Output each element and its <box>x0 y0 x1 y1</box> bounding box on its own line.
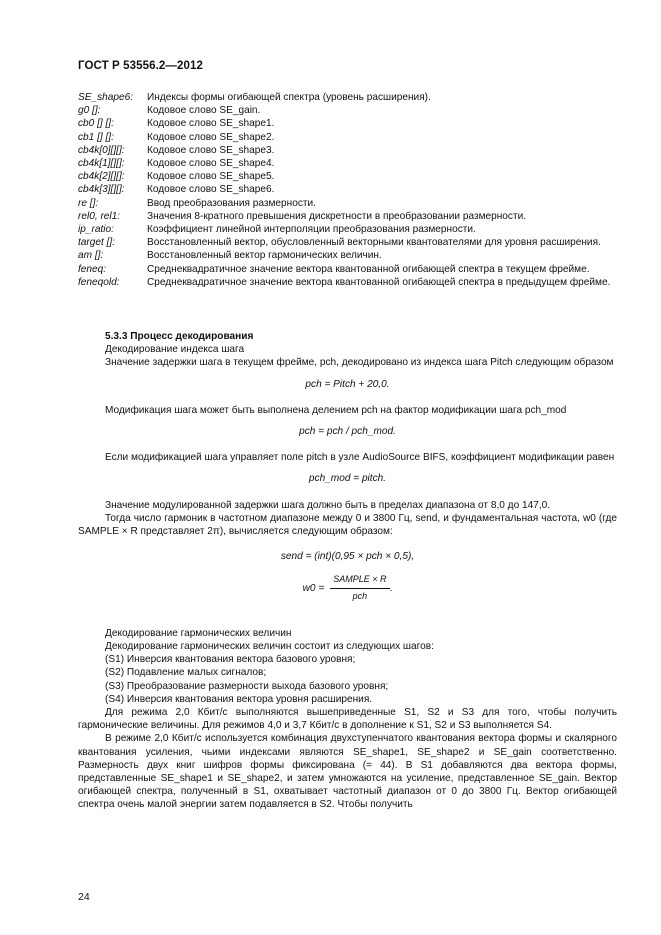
definition-term: cb4k[2][][]: <box>78 171 125 183</box>
definition-row <box>78 249 618 262</box>
definition-term: cb4k[3][][]: <box>78 184 125 196</box>
fraction-tail: . <box>389 582 393 594</box>
definition-row <box>78 157 618 170</box>
definition-row <box>78 263 618 276</box>
definition-desc: Кодовое слово SE_gain. <box>147 105 261 117</box>
definition-desc: Кодовое слово SE_shape3. <box>147 144 275 156</box>
definition-term: cb4k[0][][]: <box>78 144 125 156</box>
section-body <box>78 330 617 812</box>
definition-desc: Среднеквадратичное значение вектора квантованной огибающей спектра в предыдущем фрейме. <box>147 276 611 288</box>
equation: pch_mod = pitch. <box>308 473 387 485</box>
paragraph: Значение задержки шага в текущем фрейме, pch, декодировано из индекса шага Pitch следующим образом <box>105 357 614 369</box>
definition-desc: Ввод преобразования размерности. <box>147 197 316 209</box>
definitions-list <box>78 91 618 289</box>
definition-desc: Среднеквадратичное значение вектора квантованной огибающей спектра в текущем фрейме. <box>147 263 590 275</box>
fraction-numerator: SAMPLE × R <box>330 573 389 588</box>
definition-desc: Коэффициент линейной интерполяции преобразования размерности. <box>147 224 476 236</box>
definition-term: am []: <box>78 250 104 262</box>
definition-row <box>78 91 618 104</box>
fraction-lhs: w0 = <box>302 582 325 594</box>
section-heading: 5.3.3 Процесс декодирования <box>105 331 254 342</box>
definition-row <box>78 276 618 289</box>
paragraph: Тогда число гармоник в частотном диапазоне между 0 и 3800 Гц, send, и фундаментальная частота, w0 (где SAMPLE × R представляет 2π), вычисляется следующим образом: <box>78 512 617 538</box>
fraction <box>330 573 389 602</box>
definition-term: ip_ratio: <box>78 224 114 236</box>
definition-term: rel0, rel1: <box>78 210 121 222</box>
fraction-equation <box>78 573 617 602</box>
definition-desc: Кодовое слово SE_shape2. <box>147 131 275 143</box>
step-item: (S4) Инверсия квантования вектора уровня расширения. <box>105 693 373 705</box>
step-item: (S3) Преобразование размерности выхода базового уровня; <box>105 680 389 692</box>
definition-term: SE_shape6: <box>78 92 133 103</box>
definition-term: target []: <box>78 237 116 249</box>
definition-desc: Кодовое слово SE_shape5. <box>147 171 275 183</box>
definition-term: cb1 [] []: <box>78 131 114 143</box>
fraction-denominator: pch <box>352 590 368 601</box>
equation: send = (int)(0,95 × pch × 0,5), <box>280 551 415 563</box>
definition-term: cb0 [] []: <box>78 118 114 130</box>
step-item: (S2) Подавление малых сигналов; <box>105 667 267 679</box>
definition-row <box>78 144 618 157</box>
definition-desc: Индексы формы огибающей спектра (уровень расширения). <box>147 92 431 103</box>
definition-desc: Восстановленный вектор гармонических величин. <box>147 250 382 262</box>
definition-row <box>78 170 618 183</box>
definition-row <box>78 210 618 223</box>
subheading-harmonics: Декодирование гармонических величин <box>105 627 292 639</box>
paragraph: Для режима 2,0 Кбит/с выполняются вышеприведенные S1, S2 и S3 для того, чтобы получить гармонические величины. Для режимов 4,0 и 3,7 Кбит/с в дополнение к S1, S2 и S3 выполняется S4. <box>78 707 617 732</box>
definition-row <box>78 223 618 236</box>
definition-term: g0 []: <box>78 105 101 117</box>
definition-term: re []: <box>78 197 99 209</box>
document-header: ГОСТ Р 53556.2—2012 <box>78 60 203 72</box>
definition-desc: Кодовое слово SE_shape6. <box>147 184 275 196</box>
definition-row <box>78 183 618 196</box>
definition-row <box>78 197 618 210</box>
paragraph: Значение модулированной задержки шага должно быть в пределах диапазона от 8,0 до 147,0. <box>105 499 551 511</box>
definition-row <box>78 131 618 144</box>
paragraph: В режиме 2,0 Кбит/с используется комбинация двухступенчатого квантования вектора формы и скалярного квантования усиления, чьими индексами являются SE_shape1, SE_shape2 и SE_gain соответственно. Размерность двух книг шифров формы фиксирована (= 44). В S1 добавляются два вектора формы, представленные SE_shape1 и SE_shape2, и затем умножаются на усиление, представленное SE_gain. Вектор огибающей спектра, полученный в S1, охватывает частотный диапазон от 0 до 3800 Гц. Вектор огибающей спектра очень малой энергии затем подавляется в S2. Чтобы получить <box>78 733 617 811</box>
equation: pch = pch / pch_mod. <box>299 426 396 438</box>
paragraph: Декодирование гармонических величин состоит из следующих шагов: <box>105 641 434 653</box>
subheading-pitch: Декодирование индекса шага <box>105 344 245 356</box>
paragraph: Если модификацией шага управляет поле pitch в узле AudioSource BIFS, коэффициент модификации равен <box>105 452 615 464</box>
definition-row <box>78 236 618 249</box>
definition-desc: Кодовое слово SE_shape1. <box>147 118 275 130</box>
definition-row <box>78 104 618 117</box>
paragraph: Модификация шага может быть выполнена делением pch на фактор модификации шага pch_mod <box>105 404 567 416</box>
definition-desc: Значения 8-кратного превышения дискретности в преобразовании размерности. <box>147 210 527 222</box>
equation: pch = Pitch + 20,0. <box>305 378 390 390</box>
definition-term: feneq: <box>78 263 107 275</box>
definition-term: cb4k[1][][]: <box>78 158 125 170</box>
definition-desc: Восстановленный вектор, обусловленный векторными квантователями для уровня расширения. <box>147 237 601 249</box>
step-item: (S1) Инверсия квантования вектора базового уровня; <box>105 654 356 666</box>
definition-desc: Кодовое слово SE_shape4. <box>147 158 275 170</box>
definition-term: feneqold: <box>78 276 120 288</box>
page-number: 24 <box>78 891 90 903</box>
definition-row <box>78 117 618 130</box>
